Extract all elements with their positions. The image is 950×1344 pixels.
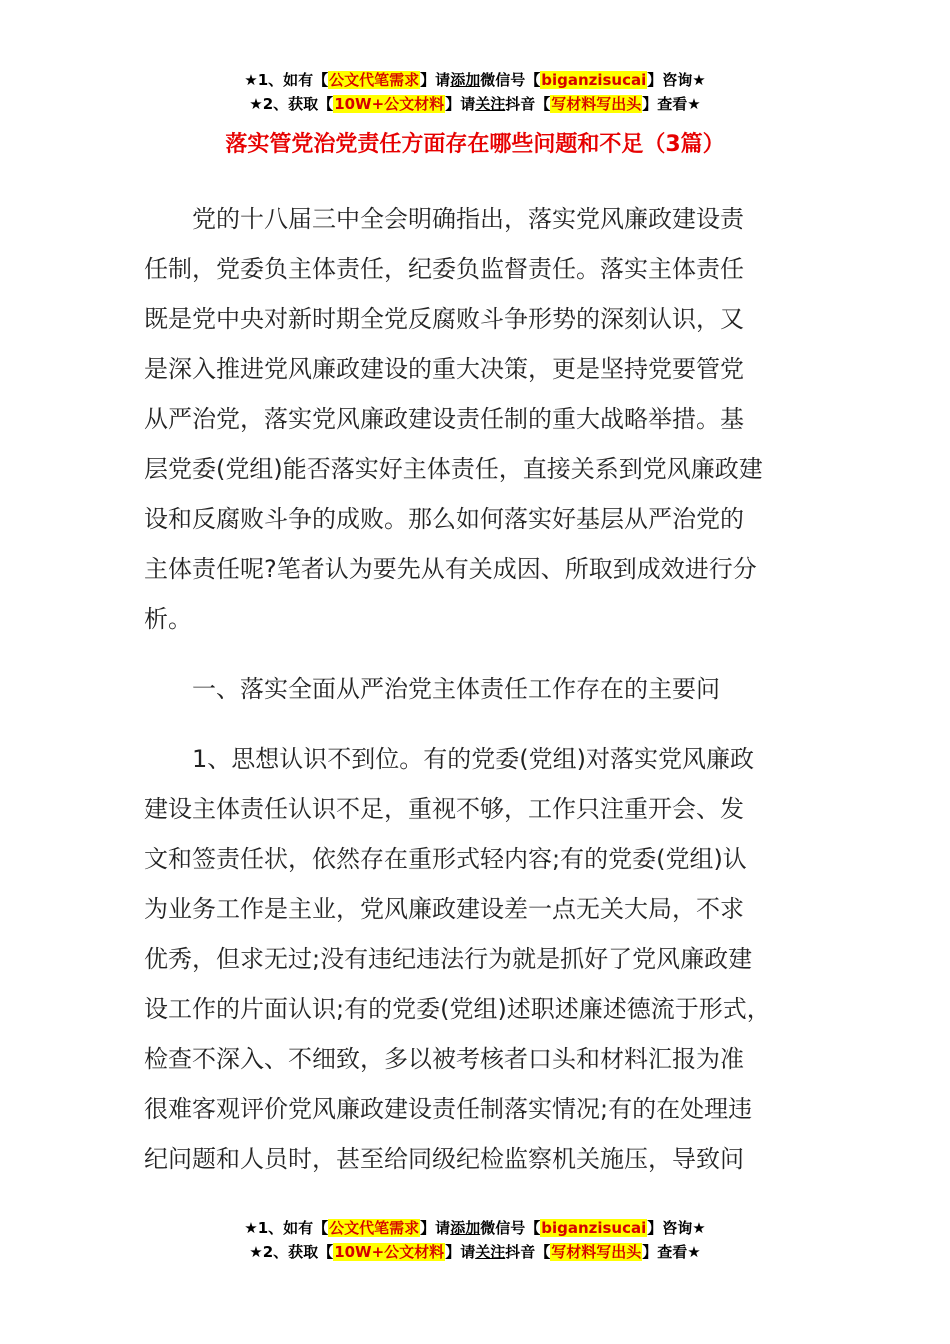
banner-highlight: biganzisucai <box>541 71 647 89</box>
text-line: 主体责任呢?笔者认为要先从有关成因、所取到成效进行分 <box>144 555 757 583</box>
bottom-banner <box>0 1216 950 1264</box>
banner-line-1 <box>0 1216 950 1240</box>
banner-highlight: 公文代笔需求 <box>329 1219 420 1237</box>
banner-line-2 <box>0 92 950 116</box>
text-line: 纪问题和人员时，甚至给同级纪检监察机关施压，导致问 <box>144 1145 744 1173</box>
banner-line-2 <box>0 1240 950 1264</box>
text-line: 为业务工作是主业，党风廉政建设差一点无关大局，不求 <box>144 895 744 923</box>
banner-text: ★2、获取【 <box>249 1243 334 1261</box>
banner-emphasis: 关注 <box>475 95 506 113</box>
text-line: 优秀，但求无过;没有违纪违法行为就是抓好了党风廉政建 <box>144 945 753 973</box>
text-line: 文和签责任状，依然存在重形式轻内容;有的党委(党组)认 <box>144 845 747 873</box>
text-line: 是深入推进党风廉政建设的重大决策，更是坚持党要管党 <box>144 355 744 383</box>
banner-highlight: 10W+公文材料 <box>334 1243 445 1261</box>
paragraph-2 <box>144 734 814 1184</box>
section-heading: 一、落实全面从严治党主体责任工作存在的主要问 <box>192 675 720 703</box>
banner-highlight: 公文代笔需求 <box>329 71 420 89</box>
text-line: 党的十八届三中全会明确指出，落实党风廉政建设责 <box>192 205 744 233</box>
banner-text: 抖音【 <box>505 95 551 113</box>
document-body <box>144 194 814 1184</box>
banner-text: 】请 <box>445 1243 476 1261</box>
top-banner <box>0 68 950 116</box>
text-line: 很难客观评价党风廉政建设责任制落实情况;有的在处理违 <box>144 1095 753 1123</box>
paragraph-1 <box>144 194 814 644</box>
banner-text: 微信号【 <box>480 1219 541 1237</box>
banner-text: ★2、获取【 <box>249 95 334 113</box>
text-line: 设工作的片面认识;有的党委(党组)述职述廉述德流于形式， <box>144 995 771 1023</box>
text-line: 建设主体责任认识不足，重视不够，工作只注重开会、发 <box>144 795 744 823</box>
banner-emphasis: 关注 <box>475 1243 506 1261</box>
banner-text: 抖音【 <box>505 1243 551 1261</box>
banner-text: 】请 <box>445 95 476 113</box>
banner-highlight: 10W+公文材料 <box>334 95 445 113</box>
banner-highlight: 写材料写出头 <box>551 1243 642 1261</box>
banner-text: ★1、如有【 <box>244 71 329 89</box>
banner-text: 】查看★ <box>642 95 701 113</box>
banner-text: 】咨询★ <box>647 1219 706 1237</box>
document-title: 落实管党治党责任方面存在哪些问题和不足（3篇） <box>225 132 725 157</box>
banner-text: 】请 <box>420 1219 451 1237</box>
banner-text: 】请 <box>420 71 451 89</box>
text-line: 既是党中央对新时期全党反腐败斗争形势的深刻认识，又 <box>144 305 744 333</box>
banner-text: 】咨询★ <box>647 71 706 89</box>
banner-highlight: 写材料写出头 <box>551 95 642 113</box>
banner-emphasis: 添加 <box>450 71 481 89</box>
text-line: 检查不深入、不细致，多以被考核者口头和材料汇报为准 <box>144 1045 744 1073</box>
banner-text: ★1、如有【 <box>244 1219 329 1237</box>
banner-text: 】查看★ <box>642 1243 701 1261</box>
text-line: 析。 <box>144 605 192 633</box>
text-line: 设和反腐败斗争的成败。那么如何落实好基层从严治党的 <box>144 505 744 533</box>
banner-emphasis: 添加 <box>450 1219 481 1237</box>
text-line: 1、思想认识不到位。有的党委(党组)对落实党风廉政 <box>192 745 754 773</box>
text-line: 层党委(党组)能否落实好主体责任，直接关系到党风廉政建 <box>144 455 763 483</box>
text-line: 从严治党，落实党风廉政建设责任制的重大战略举措。基 <box>144 405 744 433</box>
text-line: 任制，党委负主体责任，纪委负监督责任。落实主体责任 <box>144 255 744 283</box>
banner-line-1 <box>0 68 950 92</box>
banner-text: 微信号【 <box>480 71 541 89</box>
banner-highlight: biganzisucai <box>541 1219 647 1237</box>
